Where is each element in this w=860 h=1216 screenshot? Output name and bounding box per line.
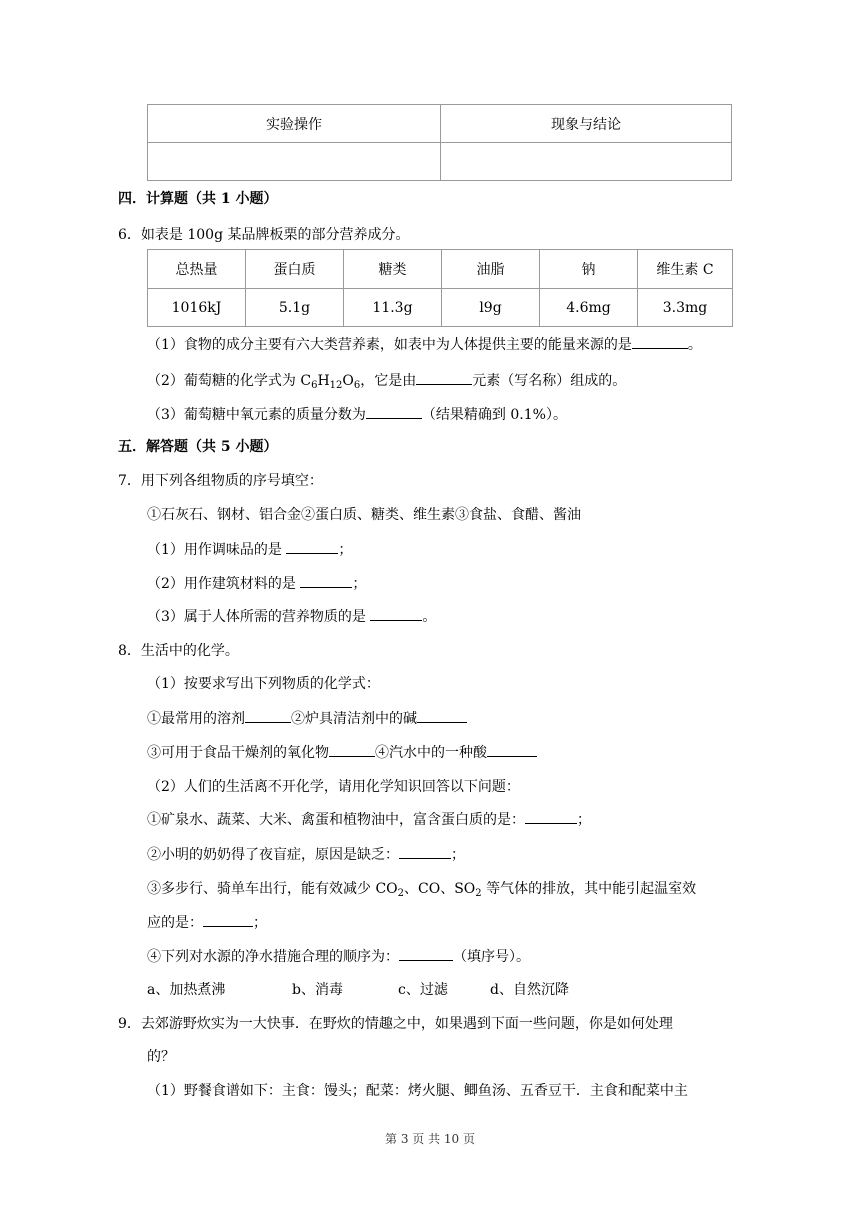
table-cell: [441, 143, 732, 181]
punctuation: ；: [451, 847, 465, 863]
sub-question-text: ①矿泉水、蔬菜、大米、禽蛋和植物油中，富含蛋白质的是：: [147, 812, 525, 828]
nutrition-table: [147, 249, 733, 327]
answer-blank[interactable]: [632, 347, 688, 349]
sub-question-text: （2）葡萄糖的化学式为 C: [147, 373, 312, 389]
sub-question-text: 等气体的排放，其中能引起温室效: [481, 881, 697, 897]
sub-question-text: ③可用于食品干燥剂的氧化物: [147, 745, 329, 761]
table-cell: 3.3mg: [638, 289, 733, 327]
answer-blank[interactable]: [525, 822, 577, 824]
table-header-cell: 钠: [540, 250, 638, 289]
subscript: 12: [329, 380, 343, 391]
sub-question: [147, 708, 467, 728]
sub-question-text: ②炉具清洁剂中的碱: [291, 711, 417, 727]
sub-question: [147, 878, 696, 899]
sub-question-text: ④汽水中的一种酸: [375, 745, 487, 761]
table-cell: l9g: [442, 289, 540, 327]
answer-blank[interactable]: [286, 552, 338, 554]
sub-question-text: ②小明的奶奶得了夜盲症，原因是缺乏：: [147, 847, 399, 863]
sub-question-text: （结果精确到 0.1%）。: [421, 407, 567, 423]
table-cell: 1016kJ: [148, 289, 246, 327]
sub-question-text: （3）属于人体所需的营养物质的是: [147, 609, 371, 625]
table-header-cell: 现象与结论: [441, 105, 732, 143]
formula-text: H: [317, 373, 330, 389]
sub-question-text: 元素（写名称）组成的。: [472, 373, 627, 389]
sub-question: [147, 404, 567, 424]
question-stem: 6．如表是 100g 某品牌板栗的部分营养成分。: [118, 227, 410, 243]
sub-question: [147, 606, 436, 626]
page-footer: 第 3 页 共 10 页: [385, 1132, 475, 1146]
sub-question: [147, 539, 352, 559]
answer-blank[interactable]: [487, 755, 537, 757]
table-cell: [148, 143, 441, 181]
sub-question-text: （1）食物的成分主要有六大类营养素，如表中为人体提供主要的能量来源的是: [147, 337, 632, 353]
sub-question: [147, 334, 702, 354]
answer-blank[interactable]: [399, 857, 451, 859]
sub-question: （1）按要求写出下列物质的化学式：: [147, 676, 380, 692]
table-header-cell: 维生素 C: [638, 250, 733, 289]
punctuation: ；: [577, 812, 591, 828]
subscript: 6: [311, 380, 318, 391]
answer-blank[interactable]: [300, 586, 352, 588]
answer-blank[interactable]: [329, 755, 375, 757]
sub-question-text: ①最常用的溶剂: [147, 711, 245, 727]
subscript: 2: [397, 888, 405, 899]
table-header-cell: 总热量: [148, 250, 246, 289]
question-stem-continued: 的？: [147, 1049, 175, 1065]
answer-blank[interactable]: [245, 721, 291, 723]
sub-question-text: （3）葡萄糖中氧元素的质量分数为: [147, 407, 366, 423]
sub-question: [147, 844, 465, 864]
formula-text: O: [342, 373, 354, 389]
question-stem: 8．生活中的化学。: [118, 643, 239, 659]
experiment-table: [147, 104, 732, 181]
sub-question: [147, 912, 267, 932]
table-header-cell: 糖类: [344, 250, 442, 289]
section-title: 四．计算题（共 1 小题）: [118, 191, 278, 207]
punctuation: 。: [422, 609, 437, 625]
answer-blank[interactable]: [203, 925, 253, 927]
table-header-cell: 蛋白质: [246, 250, 344, 289]
sub-question: [147, 742, 537, 762]
sub-question-text: 、CO、SO: [404, 881, 476, 897]
table-header-cell: 油脂: [442, 250, 540, 289]
section-title: 五．解答题（共 5 小题）: [118, 439, 278, 455]
sub-question-text: 应的是：: [147, 915, 203, 931]
option-groups: ①石灰石、钢材、铝合金②蛋白质、糖类、维生素③食盐、食醋、酱油: [147, 507, 581, 523]
sub-question: [147, 809, 591, 829]
table-header-cell: 实验操作: [148, 105, 441, 143]
answer-blank[interactable]: [399, 959, 453, 961]
sub-question-text: （填序号）。: [453, 949, 530, 965]
punctuation: ；: [253, 915, 267, 931]
question-stem: 9．去郊游野炊实为一大快事．在野炊的情趣之中，如果遇到下面一些问题，你是如何处理: [118, 1016, 673, 1032]
sub-question: [147, 370, 626, 391]
punctuation: ；: [338, 542, 353, 558]
sub-question: （2）人们的生活离不开化学，请用化学知识回答以下问题：: [147, 779, 520, 795]
table-cell: 5.1g: [246, 289, 344, 327]
table-cell: 11.3g: [344, 289, 442, 327]
answer-blank[interactable]: [416, 383, 472, 385]
sub-question-text: （1）用作调味品的是: [147, 542, 287, 558]
sub-question: （1）野餐食谱如下：主食：馒头；配菜：烤火腿、鲫鱼汤、五香豆干．主食和配菜中主: [147, 1083, 688, 1099]
answer-blank[interactable]: [417, 721, 467, 723]
sub-question-text: ③多步行、骑单车出行，能有效减少 CO: [147, 881, 398, 897]
punctuation: 。: [687, 337, 702, 353]
sub-question: [147, 946, 530, 966]
choice-option: d、自然沉降: [490, 982, 569, 998]
subscript: 6: [353, 380, 361, 391]
choice-option: c、过滤: [398, 982, 448, 998]
table-cell: 4.6mg: [540, 289, 638, 327]
answer-blank[interactable]: [370, 619, 422, 621]
sub-question-text: ④下列对水源的净水措施合理的顺序为：: [147, 949, 399, 965]
choice-option: b、消毒: [292, 982, 343, 998]
sub-question-text: ，它是由: [360, 373, 417, 389]
punctuation: ；: [352, 576, 367, 592]
subscript: 2: [475, 888, 482, 899]
sub-question: [147, 573, 366, 593]
question-stem: 7．用下列各组物质的序号填空：: [118, 473, 323, 489]
choice-option: a、加热煮沸: [147, 982, 226, 998]
sub-question-text: （2）用作建筑材料的是: [147, 576, 301, 592]
answer-blank[interactable]: [366, 417, 422, 419]
